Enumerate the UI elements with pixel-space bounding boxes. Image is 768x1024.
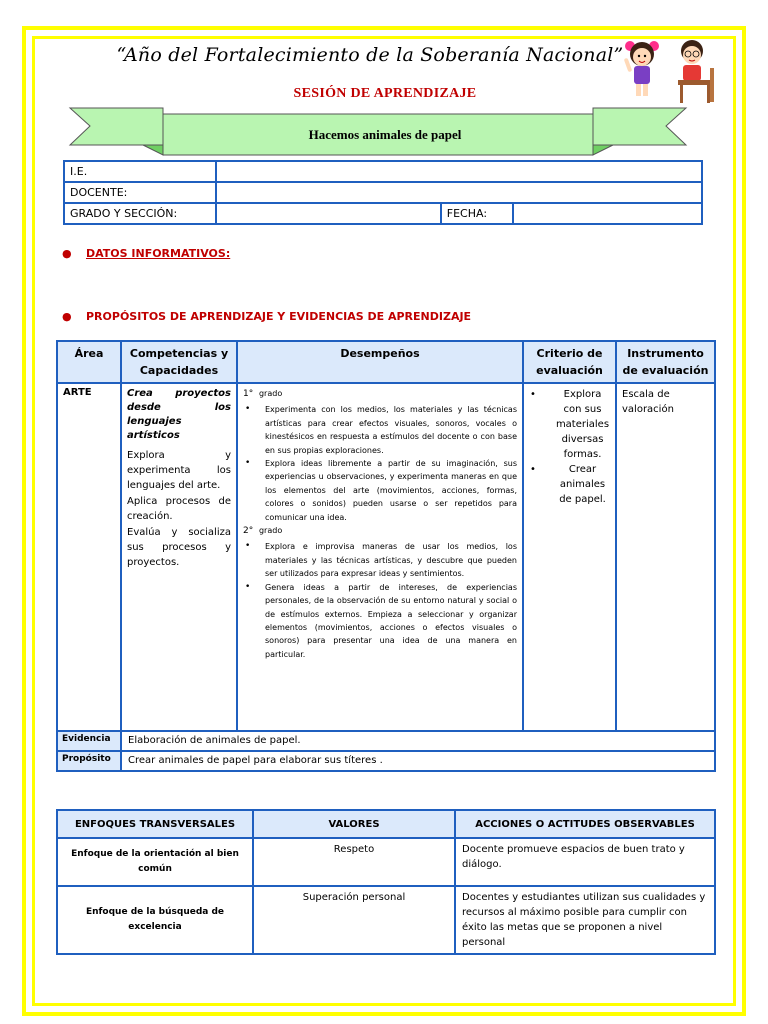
- info-table: [63, 160, 703, 225]
- ie-value[interactable]: [216, 161, 702, 182]
- heading-propositos: ● PROPÓSITOS DE APRENDIZAJE Y EVIDENCIAS DE APRENDIZAJE: [62, 310, 472, 323]
- evidencia-row: [57, 731, 715, 751]
- list-item: • Crear animales de papel.: [528, 462, 611, 507]
- grade-2-list: [243, 540, 517, 661]
- list-item: • Explora ideas libremente a partir de su imaginación, sus experiencias u observaciones, y experimenta maneras en que los elementos del arte (movimientos, acciones, formas, colores o sonidos) pueden usarse o ser repetidos para comunicar una idea.: [243, 457, 517, 524]
- header-instrumento: Instrumento de evaluación: [616, 341, 715, 383]
- bullet-icon: ●: [62, 310, 72, 323]
- bullet-icon: ●: [62, 247, 72, 260]
- ribbon-tail-right: [593, 108, 686, 145]
- evidencia-label: Evidencia: [57, 731, 121, 751]
- grade-2-label: 2° grado: [243, 526, 283, 537]
- list-item: • Explora con sus materiales diversas formas.: [528, 387, 611, 462]
- heading-datos-informativos: ● DATOS INFORMATIVOS:: [62, 247, 231, 260]
- accion-cell: Docente promueve espacios de buen trato y diálogo.: [455, 838, 715, 886]
- ribbon-tail-left: [70, 108, 163, 145]
- ribbon-fold-left: [143, 145, 163, 155]
- transversal-approaches-table: [56, 809, 716, 955]
- info-row-ie: [64, 161, 702, 182]
- grade-1-label: 1° grado: [243, 389, 283, 399]
- info-row-grado: [64, 203, 702, 224]
- learning-purposes-table: [56, 340, 716, 772]
- session-title: SESIÓN DE APRENDIZAJE: [293, 86, 477, 101]
- capacidad-item: Evalúa y socializa sus procesos y proyectos.: [127, 527, 231, 568]
- criterio-cell: [523, 383, 616, 731]
- table-header-row: [57, 810, 715, 838]
- grado-value[interactable]: [216, 203, 441, 224]
- header-valores: VALORES: [253, 810, 455, 838]
- capacidad-item: Aplica procesos de creación.: [127, 496, 231, 522]
- enfoque-cell: Enfoque de la orientación al bien común: [57, 838, 253, 886]
- proposito-row: [57, 751, 715, 771]
- children-classroom-illustration: [620, 38, 720, 108]
- area-cell: ARTE: [57, 383, 121, 731]
- header-acciones: ACCIONES O ACTITUDES OBSERVABLES: [455, 810, 715, 838]
- header-criterio: Criterio de evaluación: [523, 341, 616, 383]
- capacidades-list: [127, 448, 231, 570]
- list-item: • Genera ideas a partir de intereses, de experiencias personales, de la observación de su entorno natural y social o de estímulos externos. Empieza a seleccionar y organizar elementos (movimientos, acciones o efectos visuales o sonoros) para presentar una idea de una manera en particular.: [243, 581, 517, 661]
- boy-body: [683, 65, 701, 81]
- girl-face: [633, 48, 651, 66]
- evidencia-value: Elaboración de animales de papel.: [121, 731, 715, 751]
- valor-cell: Respeto: [253, 838, 455, 886]
- grade-1-list: [243, 403, 517, 524]
- table-row: [57, 383, 715, 731]
- info-row-docente: [64, 182, 702, 203]
- desk: [678, 80, 712, 85]
- header-enfoques: ENFOQUES TRANSVERSALES: [57, 810, 253, 838]
- valor-cell: Superación personal: [253, 886, 455, 954]
- docente-label: DOCENTE:: [64, 182, 216, 203]
- header-area: Área: [57, 341, 121, 383]
- competencias-cell: [121, 383, 237, 731]
- table-header-row: [57, 341, 715, 383]
- accion-cell: Docentes y estudiantes utilizan sus cualidades y recursos al máximo posible para cumplir con éxito las metas que se proponen a nivel personal: [455, 886, 715, 954]
- fecha-label: FECHA:: [441, 203, 513, 224]
- competencia-title: Crea proyectos desde los lenguajes artísticos: [127, 388, 231, 441]
- fecha-value[interactable]: [513, 203, 702, 224]
- table-row: [57, 886, 715, 954]
- girl-body: [634, 66, 650, 84]
- instrumento-cell: Escala de valoración: [616, 383, 715, 731]
- ie-label: I.E.: [64, 161, 216, 182]
- docente-value[interactable]: [216, 182, 702, 203]
- year-motto: “Año del Fortalecimiento de la Soberanía Nacional”: [116, 44, 624, 66]
- header-desempenos: Desempeños: [237, 341, 523, 383]
- ribbon-fold-right: [593, 145, 613, 155]
- list-item: • Explora e improvisa maneras de usar los medios, los materiales y las técnicas artísticas, y descubre que pueden ser utilizados para expresar ideas y sentimientos.: [243, 540, 517, 580]
- proposito-label: Propósito: [57, 751, 121, 771]
- table-row: [57, 838, 715, 886]
- desempenos-cell: [237, 383, 523, 731]
- proposito-value: Crear animales de papel para elaborar sus títeres .: [121, 751, 715, 771]
- capacidad-item: Explora y experimenta los lenguajes del arte.: [127, 450, 231, 491]
- chair: [710, 68, 714, 102]
- header-competencias: Competencias y Capacidades: [121, 341, 237, 383]
- enfoque-cell: Enfoque de la búsqueda de excelencia: [57, 886, 253, 954]
- grado-label: GRADO Y SECCIÓN:: [64, 203, 216, 224]
- session-name: Hacemos animales de papel: [308, 127, 462, 142]
- list-item: • Experimenta con los medios, los materiales y las técnicas artísticas para crear efectos visuales, sonoros, vocales o kinestésicos en respuesta a estímulos del docente o con base en sus propias exploraciones.: [243, 403, 517, 457]
